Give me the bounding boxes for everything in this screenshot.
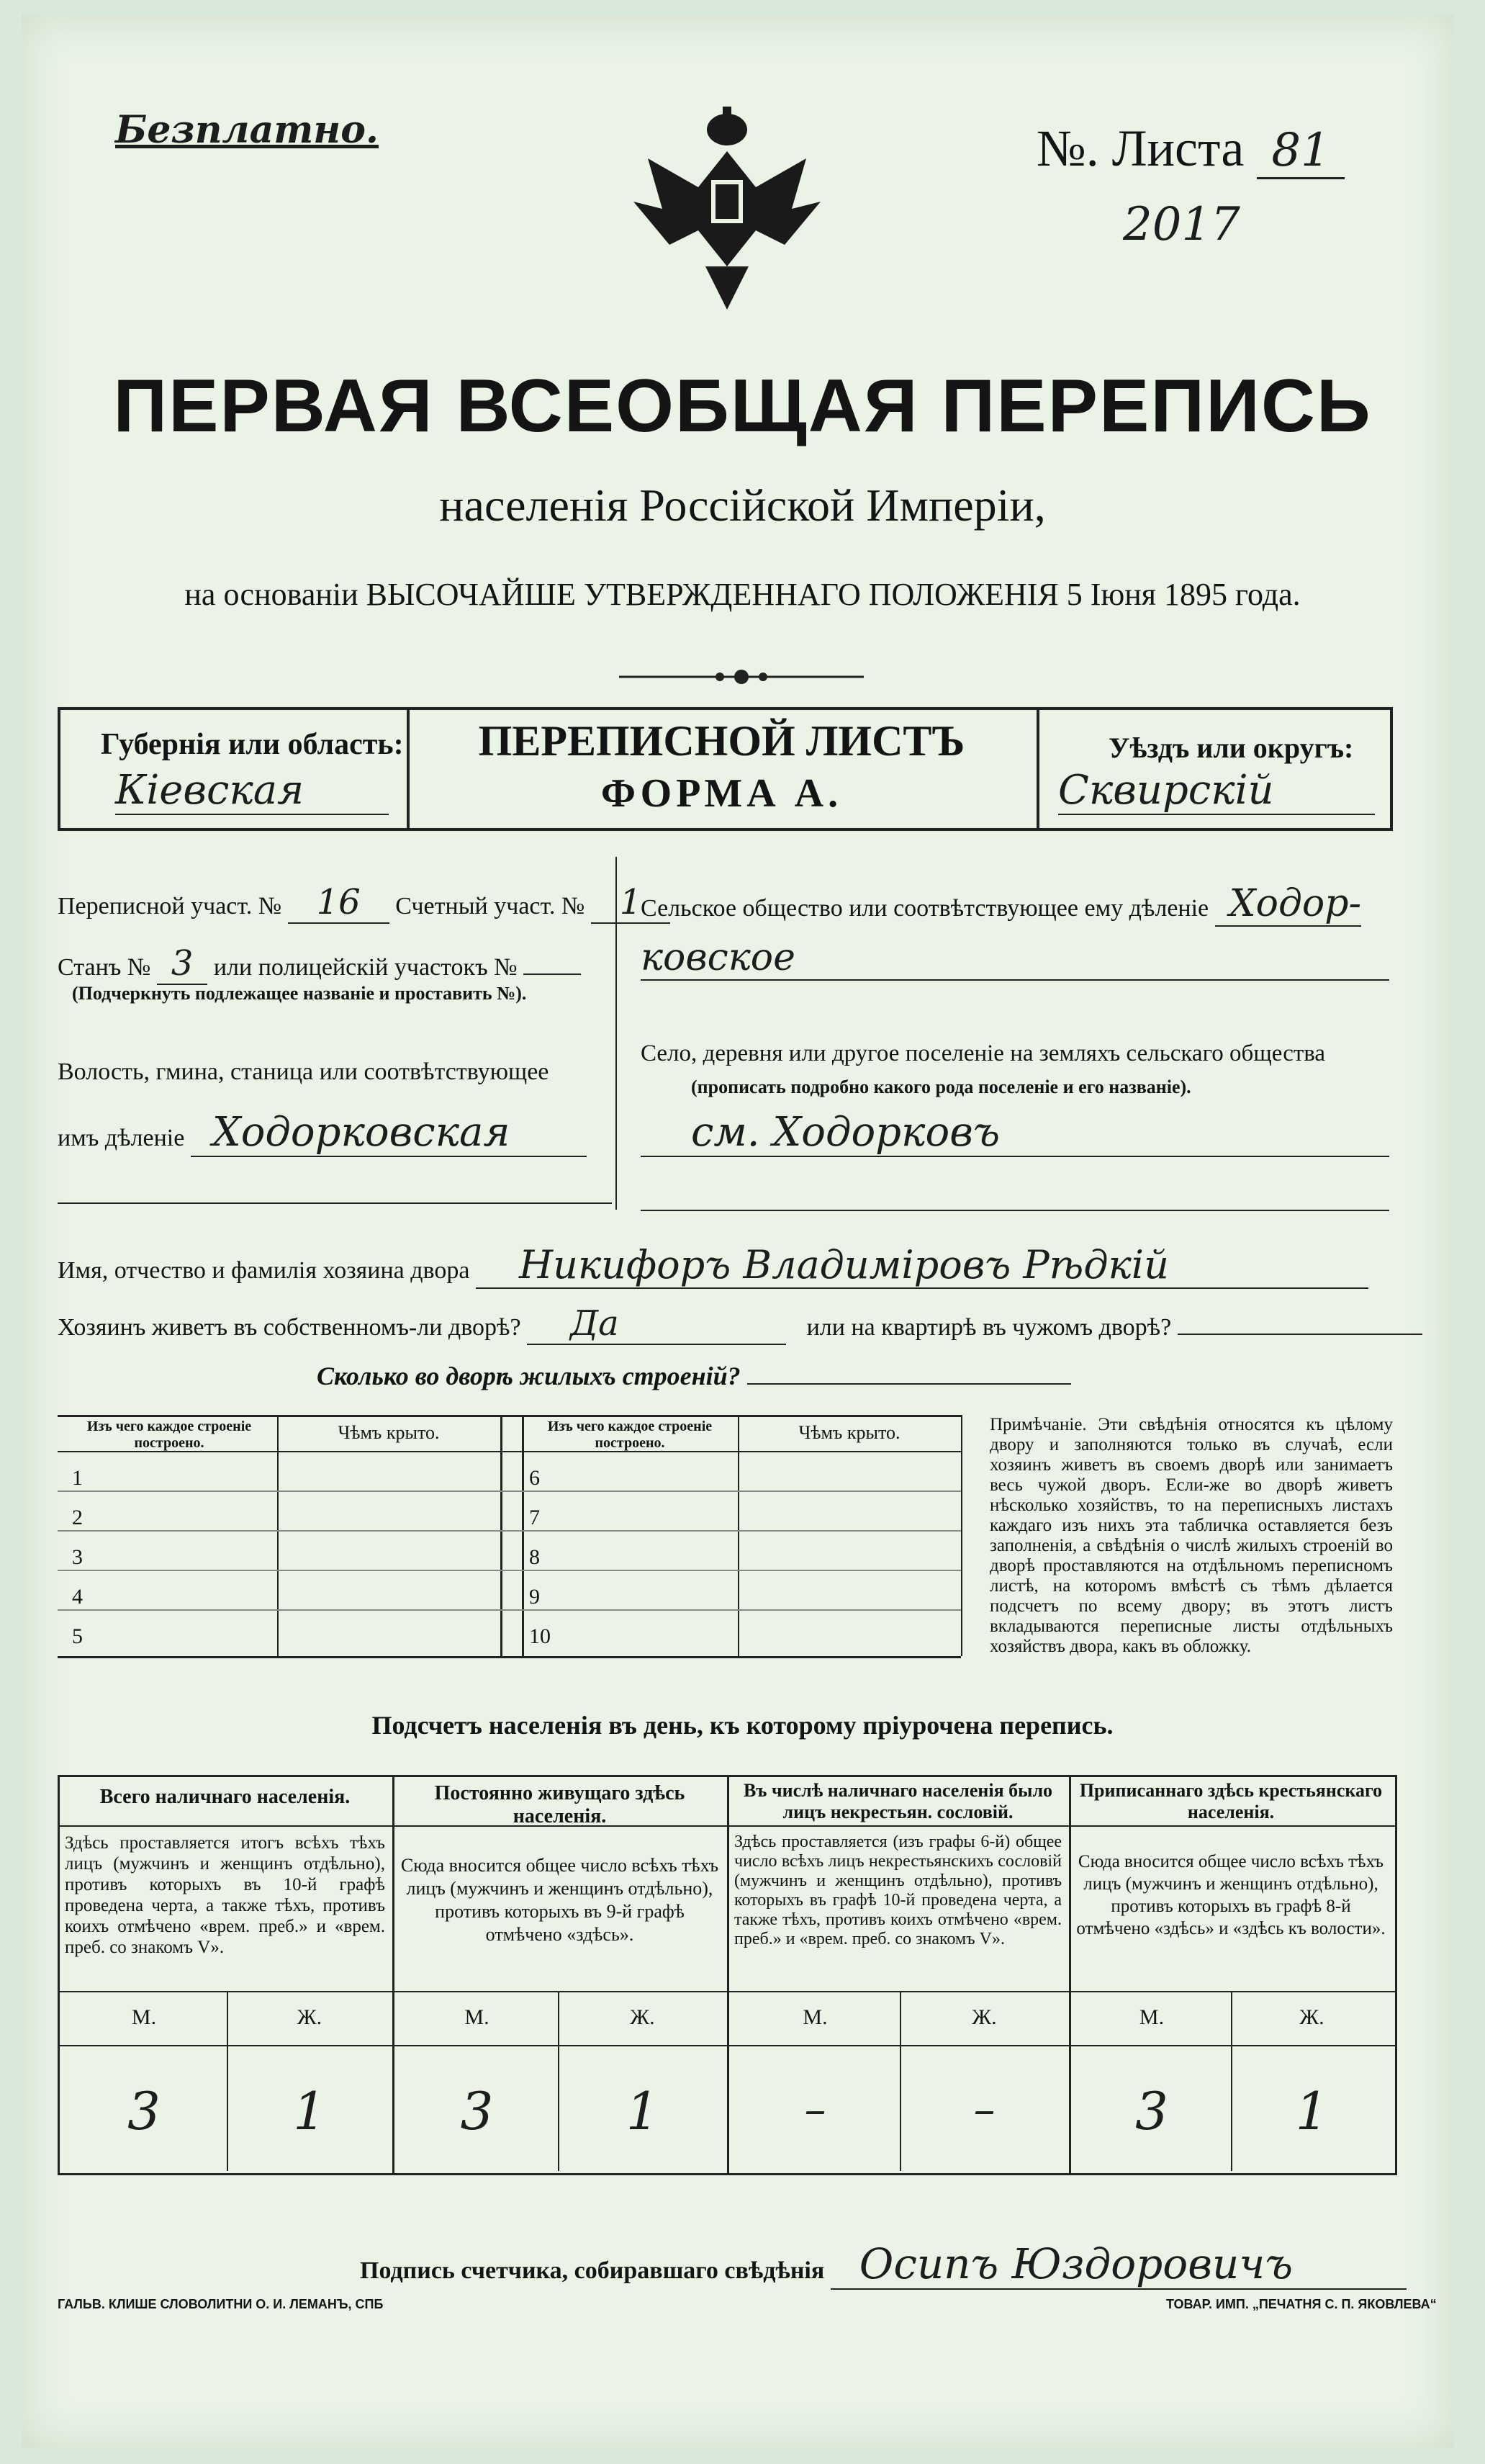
- census-section-label: Переписной участ. №: [58, 893, 282, 919]
- count-f-value: –: [973, 2085, 996, 2135]
- count-f-label: Ж.: [972, 2005, 997, 2029]
- buildings-label: Сколько во дворѣ жилыхъ строеній?: [317, 1362, 741, 1390]
- owner-lives-label: Хозяинъ живетъ въ собственномъ-ли дворѣ?: [58, 1314, 521, 1341]
- village-note: (прописать подробно какого рода поселеніе и его названіе).: [691, 1076, 1191, 1097]
- count-m-label: М.: [1139, 2005, 1165, 2029]
- count-col-desc: Здѣсь проставляется (изъ графы 6-й) общее число всѣхъ лицъ некрестьянскихъ сословій (мужчинъ и женщинъ отдѣльно), противъ которыхъ въ графѣ 10-й проведена черта, а также тѣхъ, противъ коихъ отмѣчено «врем. преб.» и «врем. преб. со знакомъ V».: [734, 1833, 1062, 1948]
- table-row: 7: [529, 1506, 540, 1529]
- count-col-header: Всего наличнаго населенія.: [99, 1786, 351, 1808]
- volost-value: Ходорковская: [191, 1109, 587, 1157]
- count-m-label: М.: [464, 2005, 489, 2029]
- count-m-label: М.: [131, 2005, 157, 2029]
- society-value-1: Ходор-: [1215, 882, 1361, 927]
- count-m-label: М.: [803, 2005, 828, 2029]
- gubernia-value: Кіевская: [115, 767, 389, 815]
- society-value-2: ковское: [641, 936, 1389, 981]
- buildings-col1-header-left: Изъ чего каждое строеніе построено.: [86, 1418, 252, 1451]
- count-col-desc: Сюда вносится общее число всѣхъ тѣхъ лицъ (мужчинъ и женщинъ отдѣльно), противъ которыхъ въ 9-й графѣ отмѣчено «здѣсь».: [400, 1855, 719, 1945]
- stan-label: Станъ №: [58, 954, 151, 981]
- village-value: см. Ходорковъ: [641, 1109, 1389, 1157]
- table-row: 3: [72, 1545, 83, 1569]
- underline-note: (Подчеркнуть подлежащее названіе и проставить №).: [72, 983, 527, 1004]
- buildings-col2-header-right: Чѣмъ крыто.: [798, 1422, 901, 1443]
- owner-name-label: Имя, отчество и фамилія хозяина двора: [58, 1257, 470, 1284]
- table-row: 9: [529, 1585, 540, 1609]
- count-f-label: Ж.: [1299, 2005, 1324, 2029]
- counting-section-value: 1: [591, 882, 671, 924]
- signature-value: Осипъ Юздоровичъ: [831, 2239, 1407, 2290]
- count-col-header: Въ числѣ наличнаго населенія было лицъ некрестьян. сословій.: [743, 1780, 1053, 1822]
- imperial-eagle-icon: [619, 101, 835, 317]
- uezd-value: Сквирскій: [1058, 767, 1375, 815]
- society-label: Сельское общество или соотвѣтствующее ему дѣленіе: [641, 895, 1209, 922]
- count-col-desc: Здѣсь проставляется итогъ всѣхъ тѣхъ лицъ (мужчинъ и женщинъ отдѣльно), противъ которыхъ въ 10-й графѣ проведена черта, а также тѣхъ, противъ коихъ отмѣчено «врем. преб.» и «врем. преб. со знакомъ V».: [65, 1833, 385, 1957]
- table-row: 2: [72, 1506, 83, 1529]
- count-m-value: –: [804, 2085, 826, 2135]
- police-label: или полицейскій участокъ №: [213, 954, 518, 981]
- count-col-header: Постоянно живущаго здѣсь населенія.: [434, 1782, 685, 1827]
- count-f-label: Ж.: [630, 2005, 655, 2029]
- village-label: Село, деревня или другое поселеніе на земляхъ сельскаго общества: [641, 1040, 1326, 1066]
- form-title: ПЕРЕПИСНОЙ ЛИСТЪ: [478, 717, 965, 765]
- table-row: 8: [529, 1545, 540, 1569]
- signature-label: Подпись счетчика, собиравшаго свѣдѣнія: [360, 2257, 825, 2284]
- form-subtitle: ФОРМА А.: [600, 771, 843, 816]
- count-f-label: Ж.: [297, 2005, 322, 2029]
- page-title: ПЕРВАЯ ВСЕОБЩАЯ ПЕРЕПИСЬ: [113, 364, 1372, 448]
- gubernia-label: Губернія или область:: [101, 728, 404, 761]
- buildings-col2-header-left: Чѣмъ крыто.: [338, 1422, 440, 1443]
- count-f-value: 1: [626, 2081, 659, 2141]
- ornament-divider-icon: [619, 662, 864, 691]
- owner-apartment-label: или на квартирѣ въ чужомъ дворѣ?: [806, 1314, 1172, 1341]
- owner-name-value: Никифоръ Владиміровъ Рѣдкій: [476, 1242, 1368, 1289]
- count-f-value: 1: [1295, 2081, 1329, 2141]
- stan-value: 3: [157, 943, 208, 985]
- printer-left: ГАЛЬВ. КЛИШЕ СЛОВОЛИТНИ О. И. ЛЕМАНЪ, СПБ: [58, 2297, 384, 2311]
- volost-label-1: Волость, гмина, станица или соотвѣтствующее: [58, 1058, 549, 1085]
- page-basis: на основаніи ВЫСОЧАЙШЕ УТВЕРЖДЕННАГО ПОЛОЖЕНІЯ 5 Іюня 1895 года.: [184, 577, 1301, 612]
- free-label: Безплатно.: [115, 108, 379, 152]
- count-col-header: Приписаннаго здѣсь крестьянскаго населенія.: [1079, 1780, 1383, 1822]
- table-row: 4: [72, 1585, 83, 1609]
- count-col-desc: Сюда вносится общее число всѣхъ тѣхъ лицъ (мужчинъ и женщинъ отдѣльно), противъ которыхъ въ графѣ 8-й отмѣчено «здѣсь» и «здѣсь къ волости».: [1076, 1852, 1386, 1938]
- volost-label-2: имъ дѣленіе: [58, 1125, 185, 1151]
- table-row: 1: [72, 1466, 83, 1490]
- count-table-caption: Подсчетъ населенія въ день, къ которому пріурочена перепись.: [371, 1711, 1114, 1740]
- count-m-value: 3: [127, 2081, 161, 2141]
- census-section-value: 16: [288, 882, 389, 924]
- count-f-value: 1: [293, 2081, 326, 2141]
- count-m-value: 3: [1135, 2081, 1168, 2141]
- note-text: Примѣчаніе. Эти свѣдѣнія относятся къ цѣлому двору и заполняются только въ случаѣ, если хозяинъ живетъ въ своемъ дворѣ или занимаетъ весь чужой дворъ. Если-же во дворѣ живетъ нѣсколько хозяйствъ, то на переписныхъ листахъ каждаго изъ нихъ эта табличка оставляется безъ заполненія, а свѣдѣнія о числѣ жилыхъ строеній во дворѣ проставляются на отдѣльномъ переписномъ листѣ, на которомъ вмѣстѣ съ тѣмъ дѣлается подсчетъ по всему двору; въ этотъ листъ вкладываются переписные листы отдѣльныхъ хозяйствъ двора, какъ въ обложку.: [990, 1415, 1393, 1656]
- printer-right: ТОВАР. ИМП. „ПЕЧАТНЯ С. П. ЯКОВЛЕВА“: [1166, 2297, 1437, 2311]
- table-row: 5: [72, 1624, 83, 1648]
- archive-number: 2017: [1123, 198, 1240, 251]
- uezd-label: Уѣздъ или округъ:: [1109, 732, 1354, 764]
- counting-section-label: Счетный участ. №: [395, 893, 585, 919]
- owner-lives-value: Да: [527, 1303, 786, 1345]
- sheet-number-value: 81: [1257, 124, 1344, 179]
- page-subtitle: населенія Россійской Имперіи,: [439, 480, 1046, 531]
- count-m-value: 3: [460, 2081, 494, 2141]
- sheet-number-label: №. Листа: [1037, 120, 1245, 177]
- table-row: 6: [529, 1466, 540, 1490]
- buildings-col1-header-right: Изъ чего каждое строеніе построено.: [547, 1418, 713, 1451]
- table-row: 10: [529, 1624, 551, 1648]
